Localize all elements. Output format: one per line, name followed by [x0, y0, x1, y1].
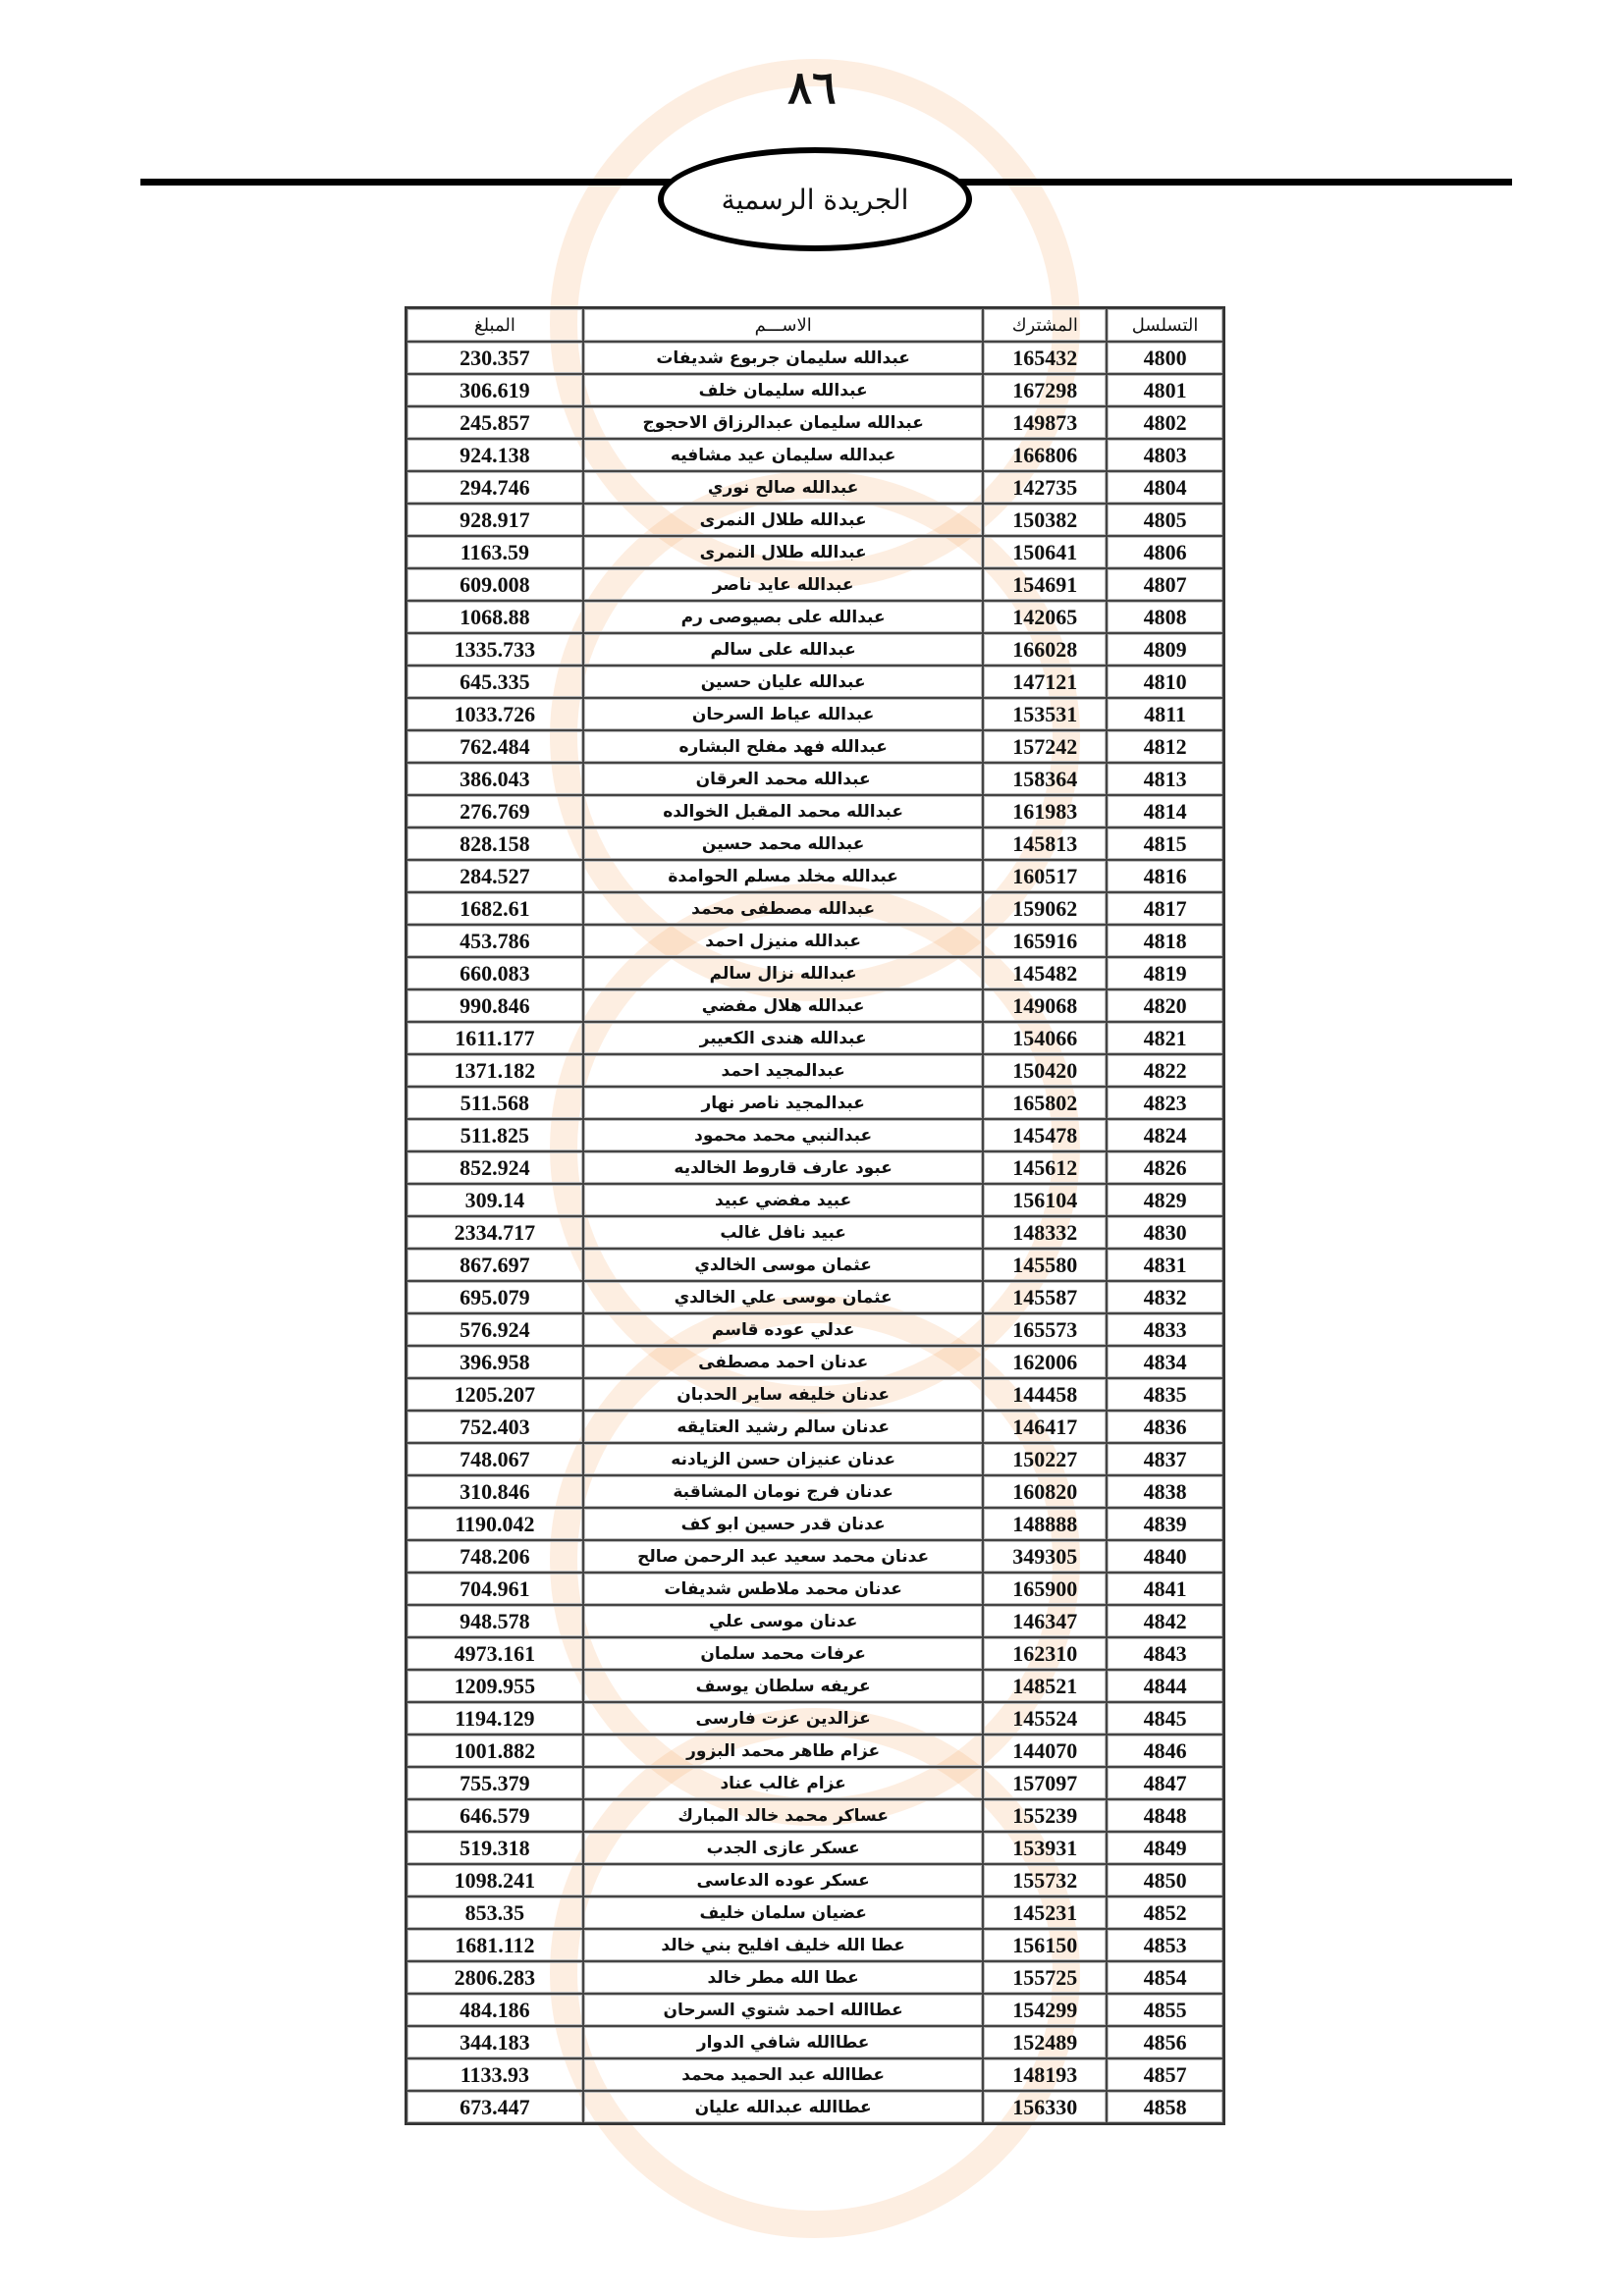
cell-name: عطاالله احمد شتوي السرحان: [583, 1994, 984, 2026]
cell-seq: 4820: [1107, 989, 1223, 1022]
cell-seq: 4836: [1107, 1411, 1223, 1443]
cell-amount: 1190.042: [406, 1508, 583, 1540]
cell-amount: 2334.717: [406, 1216, 583, 1249]
cell-amount: 853.35: [406, 1896, 583, 1929]
cell-amount: 748.067: [406, 1443, 583, 1475]
cell-seq: 4816: [1107, 860, 1223, 892]
cell-seq: 4845: [1107, 1702, 1223, 1735]
cell-amount: 646.579: [406, 1799, 583, 1832]
cell-seq: 4802: [1107, 406, 1223, 439]
cell-subscriber: 150382: [983, 504, 1107, 536]
cell-seq: 4821: [1107, 1022, 1223, 1054]
table-row: [406, 1864, 1223, 1896]
cell-amount: 1163.59: [406, 536, 583, 568]
cell-name: عبدالله سليمان عيد مشافيه: [583, 439, 984, 471]
table-row: [406, 471, 1223, 504]
table-row: [406, 633, 1223, 666]
table-row: [406, 763, 1223, 795]
table-row: [406, 1054, 1223, 1087]
cell-amount: 344.183: [406, 2026, 583, 2058]
cell-subscriber: 146347: [983, 1605, 1107, 1637]
cell-amount: 484.186: [406, 1994, 583, 2026]
cell-name: عرفات محمد سلمان: [583, 1637, 984, 1670]
cell-seq: 4803: [1107, 439, 1223, 471]
cell-name: عبدالله عايد ناصر: [583, 568, 984, 601]
table-row: [406, 666, 1223, 698]
cell-subscriber: 145587: [983, 1281, 1107, 1313]
cell-seq: 4808: [1107, 601, 1223, 633]
table-row: [406, 1605, 1223, 1637]
cell-subscriber: 148888: [983, 1508, 1107, 1540]
table-row: [406, 828, 1223, 860]
cell-amount: 276.769: [406, 795, 583, 828]
cell-amount: 511.825: [406, 1119, 583, 1151]
cell-subscriber: 147121: [983, 666, 1107, 698]
cell-amount: 1681.112: [406, 1929, 583, 1961]
cell-name: عزالدين عزت فارسى: [583, 1702, 984, 1735]
cell-amount: 230.357: [406, 342, 583, 374]
cell-seq: 4847: [1107, 1767, 1223, 1799]
cell-subscriber: 149068: [983, 989, 1107, 1022]
cell-name: عبدالله منيزل احمد: [583, 925, 984, 957]
cell-subscriber: 349305: [983, 1540, 1107, 1573]
cell-name: عدنان قدر حسين ابو كف: [583, 1508, 984, 1540]
table-row: [406, 1378, 1223, 1411]
table-row: [406, 406, 1223, 439]
cell-amount: 1682.61: [406, 892, 583, 925]
cell-seq: 4810: [1107, 666, 1223, 698]
table-header-row: [406, 308, 1223, 342]
cell-seq: 4840: [1107, 1540, 1223, 1573]
cell-name: عبدالله محمد العرقان: [583, 763, 984, 795]
table-row: [406, 1151, 1223, 1184]
table-row: [406, 1896, 1223, 1929]
cell-subscriber: 152489: [983, 2026, 1107, 2058]
cell-name: عسكر عوده الدعاسى: [583, 1864, 984, 1896]
cell-subscriber: 165900: [983, 1573, 1107, 1605]
cell-name: عبدالله سليمان جربوع شديفات: [583, 342, 984, 374]
cell-subscriber: 165432: [983, 342, 1107, 374]
cell-seq: 4855: [1107, 1994, 1223, 2026]
cell-amount: 752.403: [406, 1411, 583, 1443]
cell-seq: 4805: [1107, 504, 1223, 536]
table-row: [406, 439, 1223, 471]
cell-subscriber: 166028: [983, 633, 1107, 666]
cell-subscriber: 155725: [983, 1961, 1107, 1994]
cell-seq: 4813: [1107, 763, 1223, 795]
cell-seq: 4830: [1107, 1216, 1223, 1249]
cell-amount: 4973.161: [406, 1637, 583, 1670]
table-row: [406, 536, 1223, 568]
cell-name: عبدالله نزال سالم: [583, 957, 984, 989]
cell-seq: 4839: [1107, 1508, 1223, 1540]
cell-subscriber: 158364: [983, 763, 1107, 795]
cell-seq: 4848: [1107, 1799, 1223, 1832]
table-row: [406, 568, 1223, 601]
cell-name: عدنان احمد مصطفى: [583, 1346, 984, 1378]
cell-amount: 695.079: [406, 1281, 583, 1313]
cell-name: عبيد نافل غالب: [583, 1216, 984, 1249]
cell-name: عدلي عوده قاسم: [583, 1313, 984, 1346]
cell-seq: 4814: [1107, 795, 1223, 828]
table-row: [406, 504, 1223, 536]
cell-amount: 762.484: [406, 730, 583, 763]
cell-subscriber: 142065: [983, 601, 1107, 633]
cell-seq: 4804: [1107, 471, 1223, 504]
cell-subscriber: 146417: [983, 1411, 1107, 1443]
cell-seq: 4831: [1107, 1249, 1223, 1281]
cell-subscriber: 144458: [983, 1378, 1107, 1411]
cell-seq: 4844: [1107, 1670, 1223, 1702]
cell-name: عدنان سالم رشيد العتايقه: [583, 1411, 984, 1443]
table-row: [406, 1346, 1223, 1378]
table-row: [406, 601, 1223, 633]
table-row: [406, 730, 1223, 763]
cell-subscriber: 156150: [983, 1929, 1107, 1961]
cell-subscriber: 156330: [983, 2091, 1107, 2123]
cell-amount: 990.846: [406, 989, 583, 1022]
cell-amount: 867.697: [406, 1249, 583, 1281]
payments-table: [405, 306, 1225, 2125]
table-row: [406, 989, 1223, 1022]
cell-amount: 511.568: [406, 1087, 583, 1119]
table-row: [406, 2026, 1223, 2058]
cell-name: عبدالمجيد احمد: [583, 1054, 984, 1087]
cell-seq: 4823: [1107, 1087, 1223, 1119]
cell-subscriber: 148521: [983, 1670, 1107, 1702]
cell-seq: 4853: [1107, 1929, 1223, 1961]
table-row: [406, 1475, 1223, 1508]
cell-name: عضيان سلمان خليف: [583, 1896, 984, 1929]
cell-subscriber: 160517: [983, 860, 1107, 892]
table-row: [406, 1832, 1223, 1864]
table-row: [406, 2058, 1223, 2091]
cell-amount: 1205.207: [406, 1378, 583, 1411]
cell-name: عبدالله محمد حسين: [583, 828, 984, 860]
cell-seq: 4807: [1107, 568, 1223, 601]
cell-seq: 4856: [1107, 2026, 1223, 2058]
cell-subscriber: 157097: [983, 1767, 1107, 1799]
cell-amount: 386.043: [406, 763, 583, 795]
cell-subscriber: 145612: [983, 1151, 1107, 1184]
cell-amount: 1194.129: [406, 1702, 583, 1735]
cell-name: عدنان محمد سعيد عبد الرحمن صالح: [583, 1540, 984, 1573]
table-row: [406, 1249, 1223, 1281]
cell-seq: 4850: [1107, 1864, 1223, 1896]
cell-subscriber: 145231: [983, 1896, 1107, 1929]
cell-amount: 1033.726: [406, 698, 583, 730]
cell-subscriber: 150227: [983, 1443, 1107, 1475]
cell-name: عدنان عنيزان حسن الزيادنه: [583, 1443, 984, 1475]
table-row: [406, 1119, 1223, 1151]
cell-amount: 576.924: [406, 1313, 583, 1346]
cell-seq: 4829: [1107, 1184, 1223, 1216]
table-row: [406, 1411, 1223, 1443]
cell-name: عبدالله فهد مفلح البشاره: [583, 730, 984, 763]
table-row: [406, 860, 1223, 892]
cell-seq: 4822: [1107, 1054, 1223, 1087]
cell-amount: 645.335: [406, 666, 583, 698]
cell-name: عبدالمجيد ناصر نهار: [583, 1087, 984, 1119]
cell-name: عبدالنبي محمد محمود: [583, 1119, 984, 1151]
cell-subscriber: 157242: [983, 730, 1107, 763]
cell-name: عثمان موسى علي الخالدي: [583, 1281, 984, 1313]
table-row: [406, 1929, 1223, 1961]
cell-subscriber: 166806: [983, 439, 1107, 471]
cell-name: عبدالله مصطفى محمد: [583, 892, 984, 925]
cell-subscriber: 148332: [983, 1216, 1107, 1249]
cell-subscriber: 145524: [983, 1702, 1107, 1735]
cell-seq: 4849: [1107, 1832, 1223, 1864]
cell-amount: 294.746: [406, 471, 583, 504]
table-row: [406, 892, 1223, 925]
cell-amount: 609.008: [406, 568, 583, 601]
cell-name: عبود عارف قاروط الخالديه: [583, 1151, 984, 1184]
cell-name: عبدالله مخلد مسلم الحوامدة: [583, 860, 984, 892]
cell-subscriber: 165802: [983, 1087, 1107, 1119]
cell-amount: 1133.93: [406, 2058, 583, 2091]
cell-seq: 4841: [1107, 1573, 1223, 1605]
table-row: [406, 1767, 1223, 1799]
table-row: [406, 1443, 1223, 1475]
table-row: [406, 1573, 1223, 1605]
page-number: ٨٦: [787, 61, 837, 114]
cell-seq: 4838: [1107, 1475, 1223, 1508]
cell-name: عبدالله هندى الكعيبر: [583, 1022, 984, 1054]
cell-seq: 4846: [1107, 1735, 1223, 1767]
cell-subscriber: 148193: [983, 2058, 1107, 2091]
cell-name: عزام غالب عناد: [583, 1767, 984, 1799]
cell-subscriber: 145478: [983, 1119, 1107, 1151]
table-row: [406, 1735, 1223, 1767]
table-row: [406, 925, 1223, 957]
cell-seq: 4800: [1107, 342, 1223, 374]
cell-name: عبدالله هلال مفضي: [583, 989, 984, 1022]
cell-amount: 396.958: [406, 1346, 583, 1378]
cell-amount: 1001.882: [406, 1735, 583, 1767]
cell-amount: 748.206: [406, 1540, 583, 1573]
table-row: [406, 1994, 1223, 2026]
cell-subscriber: 142735: [983, 471, 1107, 504]
cell-amount: 948.578: [406, 1605, 583, 1637]
table-row: [406, 374, 1223, 406]
table-row: [406, 1022, 1223, 1054]
cell-name: عبيد مفضي عبيد: [583, 1184, 984, 1216]
cell-subscriber: 165573: [983, 1313, 1107, 1346]
table-row: [406, 1637, 1223, 1670]
cell-subscriber: 154066: [983, 1022, 1107, 1054]
header-title: الجريدة الرسمية: [721, 183, 909, 216]
cell-seq: 4857: [1107, 2058, 1223, 2091]
cell-subscriber: 155732: [983, 1864, 1107, 1896]
cell-amount: 660.083: [406, 957, 583, 989]
table-row: [406, 1670, 1223, 1702]
cell-amount: 1098.241: [406, 1864, 583, 1896]
cell-subscriber: 167298: [983, 374, 1107, 406]
table-row: [406, 1216, 1223, 1249]
cell-amount: 928.917: [406, 504, 583, 536]
cell-subscriber: 145580: [983, 1249, 1107, 1281]
cell-name: عبدالله سليمان عبدالرزاق اﻻحجوج: [583, 406, 984, 439]
cell-amount: 309.14: [406, 1184, 583, 1216]
cell-name: عزام طاهر محمد البزور: [583, 1735, 984, 1767]
header-subscriber: المشترك: [983, 308, 1107, 342]
cell-name: عبدالله محمد المقبل الخوالده: [583, 795, 984, 828]
cell-seq: 4854: [1107, 1961, 1223, 1994]
cell-name: عبدالله سليمان خلف: [583, 374, 984, 406]
cell-subscriber: 153531: [983, 698, 1107, 730]
cell-subscriber: 162006: [983, 1346, 1107, 1378]
header-seq: التسلسل: [1107, 308, 1223, 342]
cell-seq: 4826: [1107, 1151, 1223, 1184]
cell-subscriber: 150641: [983, 536, 1107, 568]
cell-amount: 924.138: [406, 439, 583, 471]
cell-subscriber: 160820: [983, 1475, 1107, 1508]
cell-seq: 4819: [1107, 957, 1223, 989]
cell-name: عطاالله عبدالله عليان: [583, 2091, 984, 2123]
table-row: [406, 1702, 1223, 1735]
table-row: [406, 1184, 1223, 1216]
table-row: [406, 957, 1223, 989]
cell-name: عبدالله طلال النمرى: [583, 504, 984, 536]
cell-seq: 4858: [1107, 2091, 1223, 2123]
cell-subscriber: 145482: [983, 957, 1107, 989]
cell-name: عبدالله على سالم: [583, 633, 984, 666]
cell-seq: 4806: [1107, 536, 1223, 568]
cell-amount: 2806.283: [406, 1961, 583, 1994]
cell-name: عطاالله شافي الدوار: [583, 2026, 984, 2058]
cell-seq: 4834: [1107, 1346, 1223, 1378]
cell-subscriber: 165916: [983, 925, 1107, 957]
table-row: [406, 795, 1223, 828]
cell-subscriber: 150420: [983, 1054, 1107, 1087]
cell-amount: 1371.182: [406, 1054, 583, 1087]
table-row: [406, 1540, 1223, 1573]
cell-name: عبدالله على بصيوصى رم: [583, 601, 984, 633]
cell-seq: 4817: [1107, 892, 1223, 925]
header-amount: المبلغ: [406, 308, 583, 342]
cell-seq: 4801: [1107, 374, 1223, 406]
cell-name: عساكر محمد خالد المبارك: [583, 1799, 984, 1832]
table-row: [406, 1799, 1223, 1832]
cell-name: عدنان خليفه ساير الحدبان: [583, 1378, 984, 1411]
cell-seq: 4852: [1107, 1896, 1223, 1929]
cell-subscriber: 145813: [983, 828, 1107, 860]
cell-amount: 310.846: [406, 1475, 583, 1508]
cell-seq: 4843: [1107, 1637, 1223, 1670]
cell-seq: 4837: [1107, 1443, 1223, 1475]
cell-amount: 1611.177: [406, 1022, 583, 1054]
cell-seq: 4835: [1107, 1378, 1223, 1411]
header-oval: [658, 147, 972, 251]
table-row: [406, 2091, 1223, 2123]
cell-name: عبدالله عليان حسين: [583, 666, 984, 698]
cell-amount: 1068.88: [406, 601, 583, 633]
table-row: [406, 1508, 1223, 1540]
table-row: [406, 1313, 1223, 1346]
cell-amount: 519.318: [406, 1832, 583, 1864]
cell-subscriber: 156104: [983, 1184, 1107, 1216]
cell-subscriber: 155239: [983, 1799, 1107, 1832]
cell-amount: 673.447: [406, 2091, 583, 2123]
cell-subscriber: 144070: [983, 1735, 1107, 1767]
cell-name: عريفه سلطان يوسف: [583, 1670, 984, 1702]
cell-name: عطاالله عبد الحميد محمد: [583, 2058, 984, 2091]
cell-name: عبدالله طلال النمرى: [583, 536, 984, 568]
cell-seq: 4815: [1107, 828, 1223, 860]
cell-amount: 245.857: [406, 406, 583, 439]
table-row: [406, 1281, 1223, 1313]
cell-name: عدنان موسى علي: [583, 1605, 984, 1637]
cell-amount: 306.619: [406, 374, 583, 406]
cell-seq: 4824: [1107, 1119, 1223, 1151]
cell-subscriber: 161983: [983, 795, 1107, 828]
cell-name: عدنان فرج نومان المشاقبة: [583, 1475, 984, 1508]
cell-amount: 284.527: [406, 860, 583, 892]
table-row: [406, 342, 1223, 374]
cell-seq: 4842: [1107, 1605, 1223, 1637]
cell-subscriber: 154691: [983, 568, 1107, 601]
cell-seq: 4809: [1107, 633, 1223, 666]
cell-subscriber: 153931: [983, 1832, 1107, 1864]
cell-amount: 704.961: [406, 1573, 583, 1605]
cell-name: عبدالله عياط السرحان: [583, 698, 984, 730]
cell-seq: 4812: [1107, 730, 1223, 763]
header-name: الاســـم: [583, 308, 984, 342]
cell-name: عبدالله صالح نوري: [583, 471, 984, 504]
cell-name: عثمان موسى الخالدي: [583, 1249, 984, 1281]
cell-amount: 852.924: [406, 1151, 583, 1184]
table-row: [406, 1961, 1223, 1994]
cell-name: عسكر عازى الجدب: [583, 1832, 984, 1864]
cell-amount: 1209.955: [406, 1670, 583, 1702]
cell-subscriber: 149873: [983, 406, 1107, 439]
cell-seq: 4833: [1107, 1313, 1223, 1346]
cell-amount: 755.379: [406, 1767, 583, 1799]
cell-name: عطا الله مطر خالد: [583, 1961, 984, 1994]
cell-subscriber: 159062: [983, 892, 1107, 925]
cell-subscriber: 162310: [983, 1637, 1107, 1670]
cell-name: عطا الله خليف افليح بني خالد: [583, 1929, 984, 1961]
table-row: [406, 1087, 1223, 1119]
table-row: [406, 698, 1223, 730]
cell-name: عدنان محمد ملاطس شديفات: [583, 1573, 984, 1605]
cell-subscriber: 154299: [983, 1994, 1107, 2026]
cell-seq: 4832: [1107, 1281, 1223, 1313]
cell-seq: 4811: [1107, 698, 1223, 730]
cell-seq: 4818: [1107, 925, 1223, 957]
cell-amount: 828.158: [406, 828, 583, 860]
cell-amount: 453.786: [406, 925, 583, 957]
cell-amount: 1335.733: [406, 633, 583, 666]
